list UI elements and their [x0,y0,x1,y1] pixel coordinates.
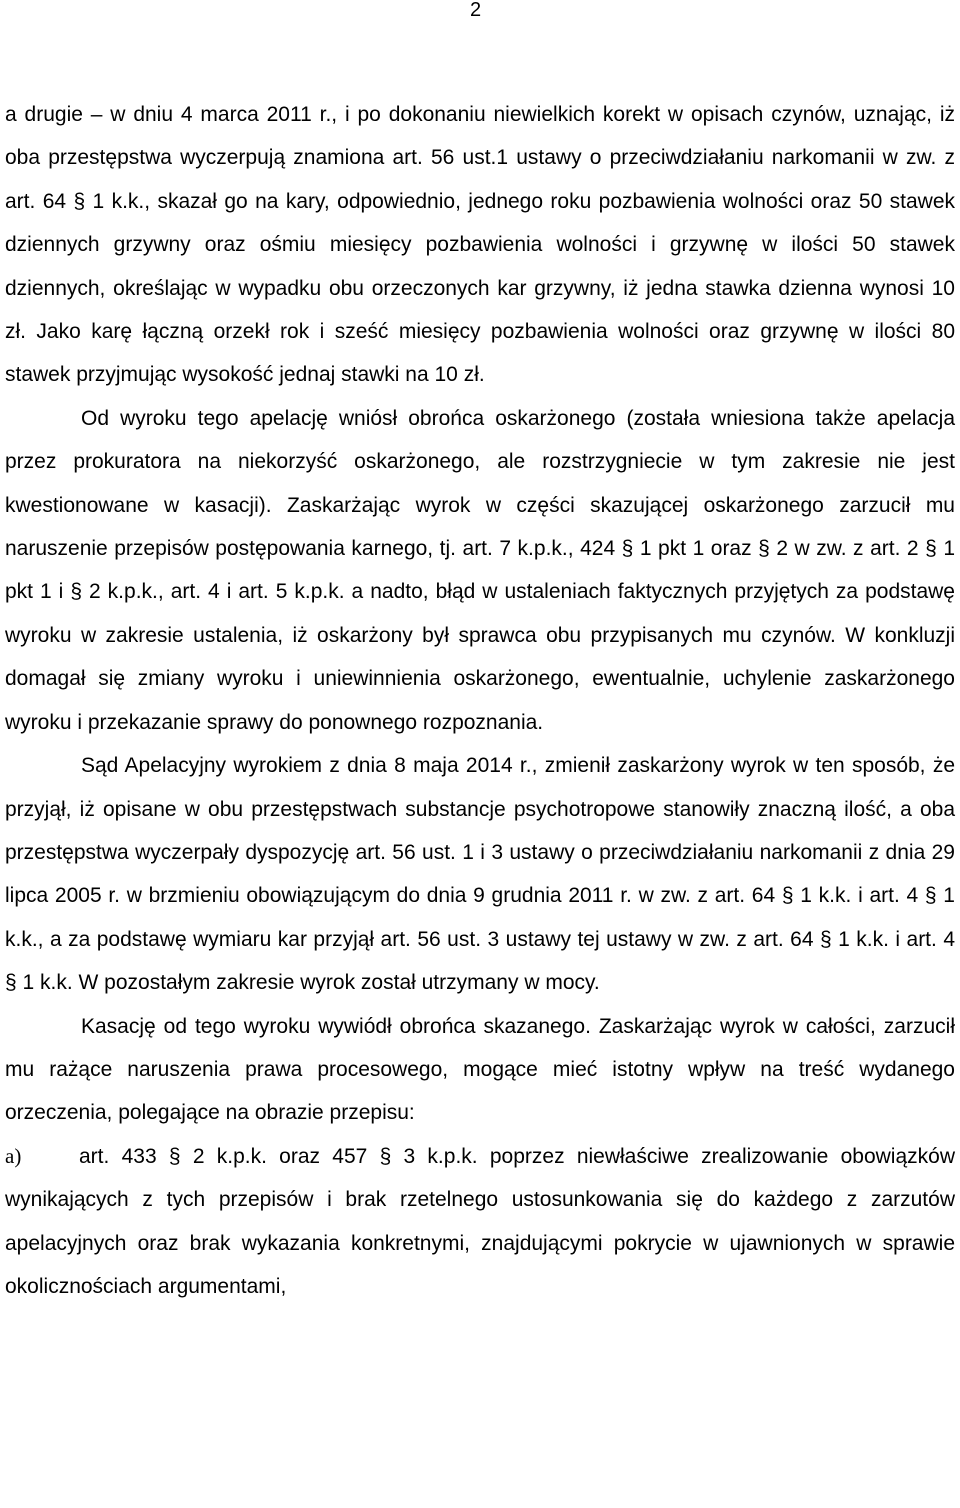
paragraph-2: Od wyroku tego apelację wniósł obrońca oskarżonego (została wniesiona także apelacja przez prokuratora na niekorzyść oskarżonego, ale rozstrzygniecie w tym zakresie nie jest kwestionowane w kasacji). Zaskarżając wyrok w części skazującej oskarżonego zarzucił mu naruszenie przepisów postępowania karnego, tj. art. 7 k.p.k., 424 § 1 pkt 1 oraz § 2 w zw. z art. 2 § 1 pkt 1 i § 2 k.p.k., art. 4 i art. 5 k.p.k. a nadto, błąd w ustaleniach faktycznych przyjętych za podstawę wyroku w zakresie ustalenia, iż oskarżony był sprawca obu przypisanych mu czynów. W konkluzji domagał się zmiany wyroku i uniewinnienia oskarżonego, ewentualnie, uchylenie zaskarżonego wyroku i przekazanie sprawy do ponownego rozpoznania. [5,406,955,734]
paragraph-1: a drugie – w dniu 4 marca 2011 r., i po dokonaniu niewielkich korekt w opisach czynów, uznając, iż oba przestępstwa wyczerpują znamiona art. 56 ust.1 ustawy o przeciwdziałaniu narkomanii w zw. z art. 64 § 1 k.k., skazał go na kary, odpowiednio, jednego roku pozbawienia wolności oraz 50 stawek dziennych grzywny oraz ośmiu miesięcy pozbawienia wolności i grzywnę w ilości 50 stawek dziennych, określając w wypadku obu orzeczonych kar grzywny, iż jedna stawka dzienna wynosi 10 zł. Jako karę łączną orzekł rok i sześć miesięcy pozbawienia wolności oraz grzywnę w ilości 80 stawek przyjmując wysokość jednaj stawki na 10 zł. [5,103,955,387]
list-item [5,1135,955,1309]
page-number: 2 [470,0,482,21]
paragraph-4: Kasację od tego wyroku wywiódł obrońca skazanego. Zaskarżając wyrok w całości, zarzucił mu rażące naruszenia prawa procesowego, mogące mieć istotny wpływ na treść wydanego orzeczenia, polegające na obrazie przepisu: [5,1014,955,1125]
list-item-text: art. 433 § 2 k.p.k. oraz 457 § 3 k.p.k. poprzez niewłaściwe zrealizowanie obowiązków wynikających z tych przepisów i brak rzetelnego ustosunkowania się do każdego z zarzutów apelacyjnych oraz brak wykazania konkretnymi, znajdującymi pokrycie w ujawnionych w sprawie okolicznościach argumentami, [5,1144,955,1298]
document-body [5,93,955,1308]
list-marker: a) [5,1143,22,1168]
paragraph-3: Sąd Apelacyjny wyrokiem z dnia 8 maja 2014 r., zmienił zaskarżony wyrok w ten sposób, że przyjął, iż opisane w obu przestępstwach substancje psychotropowe stanowiły znaczną ilość, a oba przestępstwa wyczerpały dyspozycję art. 56 ust. 1 i 3 ustawy o przeciwdziałaniu narkomanii z dnia 29 lipca 2005 r. w brzmieniu obowiązującym do dnia 9 grudnia 2011 r. w zw. z art. 64 § 1 k.k. i art. 4 § 1 k.k., a za podstawę wymiaru kar przyjął art. 56 ust. 3 ustawy tej ustawy w zw. z art. 64 § 1 k.k. i art. 4 § 1 k.k. W pozostałym zakresie wyrok został utrzymany w mocy. [5,754,955,995]
